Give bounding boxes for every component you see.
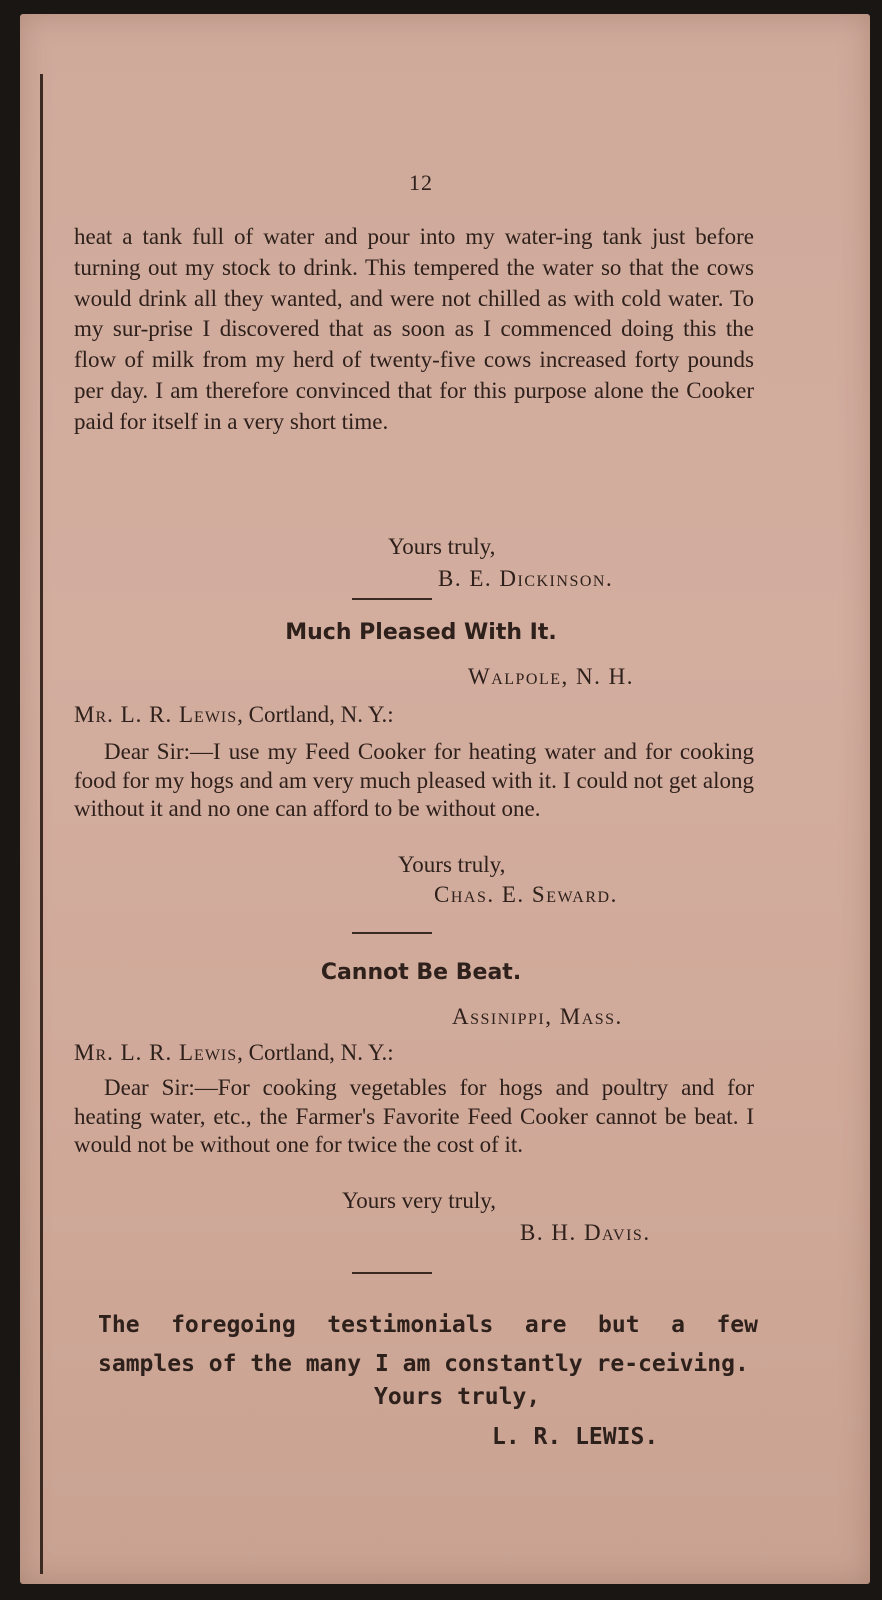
testimonial-addressee <box>74 1040 394 1066</box>
booklet-page <box>20 14 870 1584</box>
testimonial-body: Dear Sir:—I use my Feed Cooker for heating water and for cooking food for my hogs and am very much pleased with it. I could not get along without it and no one can afford to be without one. <box>74 739 754 821</box>
testimonial-place: Walpole, N. H. <box>468 664 635 689</box>
testimonial-body: Dear Sir:—For cooking vegetables for hogs and poultry and for heating water, etc., the Farmer's Favorite Feed Cooker cannot be beat. I would not be without one for twice the cost of it. <box>74 1075 754 1157</box>
letter-signature: B. E. Dickinson. <box>438 566 614 591</box>
testimonial-closing: Yours very truly, <box>342 1188 496 1213</box>
closing-statement: The foregoing testimonials are but a few samples of the many I am constantly re-ceiving. <box>98 1312 758 1377</box>
testimonial-heading: Much Pleased With It. <box>285 620 557 645</box>
testimonial-heading: Cannot Be Beat. <box>320 960 522 985</box>
addressee-location: , Cortland, N. Y.: <box>237 1040 394 1065</box>
testimonial-addressee <box>74 702 394 728</box>
closing-statement-signature: L. R. LEWIS. <box>492 1424 659 1450</box>
page-binding-edge <box>40 74 43 1574</box>
letter-closing: Yours truly, <box>388 534 496 559</box>
testimonial-signature: B. H. Davis. <box>520 1220 651 1245</box>
section-divider <box>352 598 432 600</box>
section-divider <box>352 932 432 934</box>
addressee-location: , Cortland, N. Y.: <box>237 702 394 727</box>
addressee-name: Mr. L. R. Lewis <box>74 1040 238 1065</box>
testimonial-closing: Yours truly, <box>398 852 506 877</box>
page-number: 12 <box>409 170 433 195</box>
letter-continuation-text: heat a tank full of water and pour into my water-ing tank just before turning out my stock to drink. This tempered the water so that the cows would drink all they wanted, and were not chilled as with cold water. To my sur-prise I discovered that as soon as I commenced doing this the flow of milk from my herd of twenty-five cows increased forty pounds per day. I am therefore convinced that for this purpose alone the Cooker paid for itself in a very short time. <box>74 224 754 434</box>
testimonial-signature: Chas. E. Seward. <box>434 882 618 907</box>
testimonial-place: Assinippi, Mass. <box>452 1004 623 1029</box>
closing-statement-valediction: Yours truly, <box>374 1384 541 1410</box>
addressee-name: Mr. L. R. Lewis <box>74 702 238 727</box>
section-divider <box>352 1272 432 1274</box>
